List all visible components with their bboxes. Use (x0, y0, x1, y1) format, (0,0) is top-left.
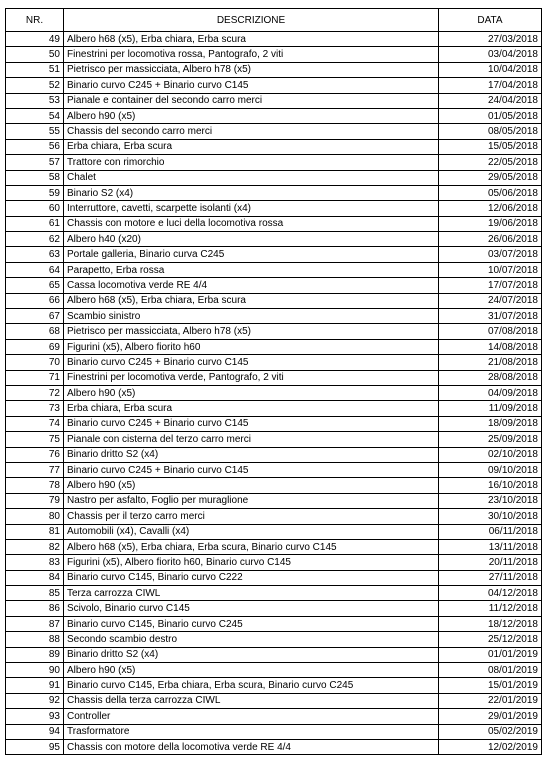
row-description: Chassis con motore della locomotiva verde RE 4/4 (64, 739, 439, 754)
row-number: 82 (6, 539, 64, 554)
row-date: 15/01/2019 (439, 678, 542, 693)
row-number: 70 (6, 355, 64, 370)
row-number: 76 (6, 447, 64, 462)
table-row (6, 370, 542, 385)
row-description: Automobili (x4), Cavalli (x4) (64, 524, 439, 539)
row-date: 15/05/2018 (439, 139, 542, 154)
row-description: Finestrini per locomotiva rossa, Pantografo, 2 viti (64, 47, 439, 62)
table-row (6, 462, 542, 477)
table-row (6, 663, 542, 678)
row-description: Figurini (x5), Albero fiorito h60, Binario curvo C145 (64, 555, 439, 570)
row-date: 14/08/2018 (439, 339, 542, 354)
table-row (6, 724, 542, 739)
row-description: Portale galleria, Binario curva C245 (64, 247, 439, 262)
row-number: 53 (6, 93, 64, 108)
row-description: Pietrisco per massicciata, Albero h78 (x5) (64, 324, 439, 339)
row-date: 22/01/2019 (439, 693, 542, 708)
row-date: 03/04/2018 (439, 47, 542, 62)
row-number: 87 (6, 616, 64, 631)
row-date: 11/12/2018 (439, 601, 542, 616)
table-row (6, 324, 542, 339)
row-number: 63 (6, 247, 64, 262)
row-number: 61 (6, 216, 64, 231)
row-description: Parapetto, Erba rossa (64, 262, 439, 277)
row-description: Interruttore, cavetti, scarpette isolanti (x4) (64, 201, 439, 216)
row-description: Finestrini per locomotiva verde, Pantografo, 2 viti (64, 370, 439, 385)
row-date: 08/01/2019 (439, 663, 542, 678)
row-description: Binario curvo C245 + Binario curvo C145 (64, 78, 439, 93)
row-description: Scambio sinistro (64, 309, 439, 324)
row-date: 25/09/2018 (439, 432, 542, 447)
row-date: 24/07/2018 (439, 293, 542, 308)
table-row (6, 278, 542, 293)
row-description: Chassis della terza carrozza CIWL (64, 693, 439, 708)
row-number: 80 (6, 509, 64, 524)
row-date: 06/11/2018 (439, 524, 542, 539)
table-row (6, 108, 542, 123)
row-date: 29/05/2018 (439, 170, 542, 185)
row-number: 56 (6, 139, 64, 154)
row-date: 27/03/2018 (439, 32, 542, 47)
row-number: 77 (6, 462, 64, 477)
row-number: 57 (6, 155, 64, 170)
row-description: Albero h68 (x5), Erba chiara, Erba scura, Binario curvo C145 (64, 539, 439, 554)
table-row (6, 647, 542, 662)
row-date: 07/08/2018 (439, 324, 542, 339)
row-description: Trasformatore (64, 724, 439, 739)
table-row (6, 385, 542, 400)
table-row (6, 232, 542, 247)
row-description: Albero h68 (x5), Erba chiara, Erba scura (64, 32, 439, 47)
row-number: 95 (6, 739, 64, 754)
row-date: 27/11/2018 (439, 570, 542, 585)
row-date: 24/04/2018 (439, 93, 542, 108)
table-row (6, 509, 542, 524)
row-date: 25/12/2018 (439, 632, 542, 647)
row-description: Nastro per asfalto, Foglio per muraglione (64, 493, 439, 508)
row-number: 94 (6, 724, 64, 739)
row-description: Albero h90 (x5) (64, 108, 439, 123)
row-date: 17/07/2018 (439, 278, 542, 293)
row-number: 71 (6, 370, 64, 385)
row-description: Terza carrozza CIWL (64, 586, 439, 601)
row-number: 65 (6, 278, 64, 293)
issues-table (5, 8, 542, 755)
table-row (6, 47, 542, 62)
table-row (6, 355, 542, 370)
row-description: Binario dritto S2 (x4) (64, 447, 439, 462)
table-row (6, 339, 542, 354)
row-date: 08/05/2018 (439, 124, 542, 139)
row-description: Pianale e container del secondo carro merci (64, 93, 439, 108)
table-row (6, 478, 542, 493)
table-row (6, 739, 542, 754)
table-row (6, 601, 542, 616)
row-description: Pianale con cisterna del terzo carro merci (64, 432, 439, 447)
table-row (6, 201, 542, 216)
row-number: 72 (6, 385, 64, 400)
row-description: Binario curvo C245 + Binario curvo C145 (64, 462, 439, 477)
table-row (6, 586, 542, 601)
row-number: 75 (6, 432, 64, 447)
row-date: 10/07/2018 (439, 262, 542, 277)
row-description: Binario curvo C245 + Binario curvo C145 (64, 355, 439, 370)
row-date: 11/09/2018 (439, 401, 542, 416)
row-description: Binario curvo C145, Binario curvo C245 (64, 616, 439, 631)
row-date: 05/06/2018 (439, 185, 542, 200)
row-description: Albero h90 (x5) (64, 663, 439, 678)
row-date: 05/02/2019 (439, 724, 542, 739)
row-description: Albero h90 (x5) (64, 478, 439, 493)
row-description: Binario dritto S2 (x4) (64, 647, 439, 662)
table-row (6, 616, 542, 631)
row-number: 85 (6, 586, 64, 601)
row-description: Figurini (x5), Albero fiorito h60 (64, 339, 439, 354)
row-number: 74 (6, 416, 64, 431)
row-date: 02/10/2018 (439, 447, 542, 462)
table-row (6, 309, 542, 324)
row-date: 13/11/2018 (439, 539, 542, 554)
row-date: 12/02/2019 (439, 739, 542, 754)
table-row (6, 262, 542, 277)
row-date: 19/06/2018 (439, 216, 542, 231)
header-row (6, 9, 542, 32)
row-number: 66 (6, 293, 64, 308)
row-number: 67 (6, 309, 64, 324)
table-row (6, 124, 542, 139)
table-row (6, 632, 542, 647)
row-date: 04/09/2018 (439, 385, 542, 400)
row-date: 31/07/2018 (439, 309, 542, 324)
row-description: Chassis del secondo carro merci (64, 124, 439, 139)
row-description: Scivolo, Binario curvo C145 (64, 601, 439, 616)
row-number: 62 (6, 232, 64, 247)
row-description: Trattore con rimorchio (64, 155, 439, 170)
table-row (6, 62, 542, 77)
row-date: 01/05/2018 (439, 108, 542, 123)
table-row (6, 678, 542, 693)
table-row (6, 155, 542, 170)
table-row (6, 93, 542, 108)
row-number: 51 (6, 62, 64, 77)
row-number: 93 (6, 709, 64, 724)
table-row (6, 139, 542, 154)
row-number: 64 (6, 262, 64, 277)
row-description: Controller (64, 709, 439, 724)
row-description: Pietrisco per massicciata, Albero h78 (x5) (64, 62, 439, 77)
row-date: 26/06/2018 (439, 232, 542, 247)
row-date: 09/10/2018 (439, 462, 542, 477)
table-row (6, 570, 542, 585)
row-number: 84 (6, 570, 64, 585)
row-description: Cassa locomotiva verde RE 4/4 (64, 278, 439, 293)
row-number: 54 (6, 108, 64, 123)
row-number: 88 (6, 632, 64, 647)
table-row (6, 432, 542, 447)
row-date: 21/08/2018 (439, 355, 542, 370)
row-date: 28/08/2018 (439, 370, 542, 385)
row-date: 12/06/2018 (439, 201, 542, 216)
row-description: Albero h40 (x20) (64, 232, 439, 247)
header-nr: NR. (6, 9, 64, 32)
table-row (6, 555, 542, 570)
row-number: 73 (6, 401, 64, 416)
row-date: 17/04/2018 (439, 78, 542, 93)
row-description: Erba chiara, Erba scura (64, 401, 439, 416)
table-body (6, 32, 542, 755)
table-row (6, 447, 542, 462)
row-date: 03/07/2018 (439, 247, 542, 262)
row-description: Albero h68 (x5), Erba chiara, Erba scura (64, 293, 439, 308)
header-date: DATA (439, 9, 542, 32)
row-date: 20/11/2018 (439, 555, 542, 570)
row-date: 30/10/2018 (439, 509, 542, 524)
row-number: 83 (6, 555, 64, 570)
row-description: Chalet (64, 170, 439, 185)
header-description: DESCRIZIONE (64, 9, 439, 32)
row-description: Albero h90 (x5) (64, 385, 439, 400)
row-description: Binario curvo C145, Binario curvo C222 (64, 570, 439, 585)
row-date: 10/04/2018 (439, 62, 542, 77)
table-row (6, 185, 542, 200)
row-date: 18/12/2018 (439, 616, 542, 631)
row-number: 49 (6, 32, 64, 47)
row-date: 18/09/2018 (439, 416, 542, 431)
row-number: 60 (6, 201, 64, 216)
row-number: 55 (6, 124, 64, 139)
table-row (6, 293, 542, 308)
table-row (6, 539, 542, 554)
row-number: 69 (6, 339, 64, 354)
row-description: Binario curvo C245 + Binario curvo C145 (64, 416, 439, 431)
table-row (6, 416, 542, 431)
table-row (6, 401, 542, 416)
table-row (6, 493, 542, 508)
table-row (6, 693, 542, 708)
row-date: 16/10/2018 (439, 478, 542, 493)
row-number: 78 (6, 478, 64, 493)
row-description: Chassis con motore e luci della locomotiva rossa (64, 216, 439, 231)
row-number: 58 (6, 170, 64, 185)
row-number: 81 (6, 524, 64, 539)
table-row (6, 32, 542, 47)
row-date: 22/05/2018 (439, 155, 542, 170)
row-number: 86 (6, 601, 64, 616)
row-number: 90 (6, 663, 64, 678)
row-number: 89 (6, 647, 64, 662)
row-description: Binario S2 (x4) (64, 185, 439, 200)
table-row (6, 170, 542, 185)
row-number: 68 (6, 324, 64, 339)
row-description: Erba chiara, Erba scura (64, 139, 439, 154)
row-description: Secondo scambio destro (64, 632, 439, 647)
row-date: 23/10/2018 (439, 493, 542, 508)
table-row (6, 709, 542, 724)
row-number: 91 (6, 678, 64, 693)
row-number: 92 (6, 693, 64, 708)
row-number: 50 (6, 47, 64, 62)
row-description: Binario curvo C145, Erba chiara, Erba scura, Binario curvo C245 (64, 678, 439, 693)
row-date: 04/12/2018 (439, 586, 542, 601)
table-row (6, 247, 542, 262)
row-date: 29/01/2019 (439, 709, 542, 724)
table-row (6, 78, 542, 93)
row-date: 01/01/2019 (439, 647, 542, 662)
row-number: 79 (6, 493, 64, 508)
row-description: Chassis per il terzo carro merci (64, 509, 439, 524)
row-number: 59 (6, 185, 64, 200)
table-row (6, 216, 542, 231)
row-number: 52 (6, 78, 64, 93)
table-row (6, 524, 542, 539)
